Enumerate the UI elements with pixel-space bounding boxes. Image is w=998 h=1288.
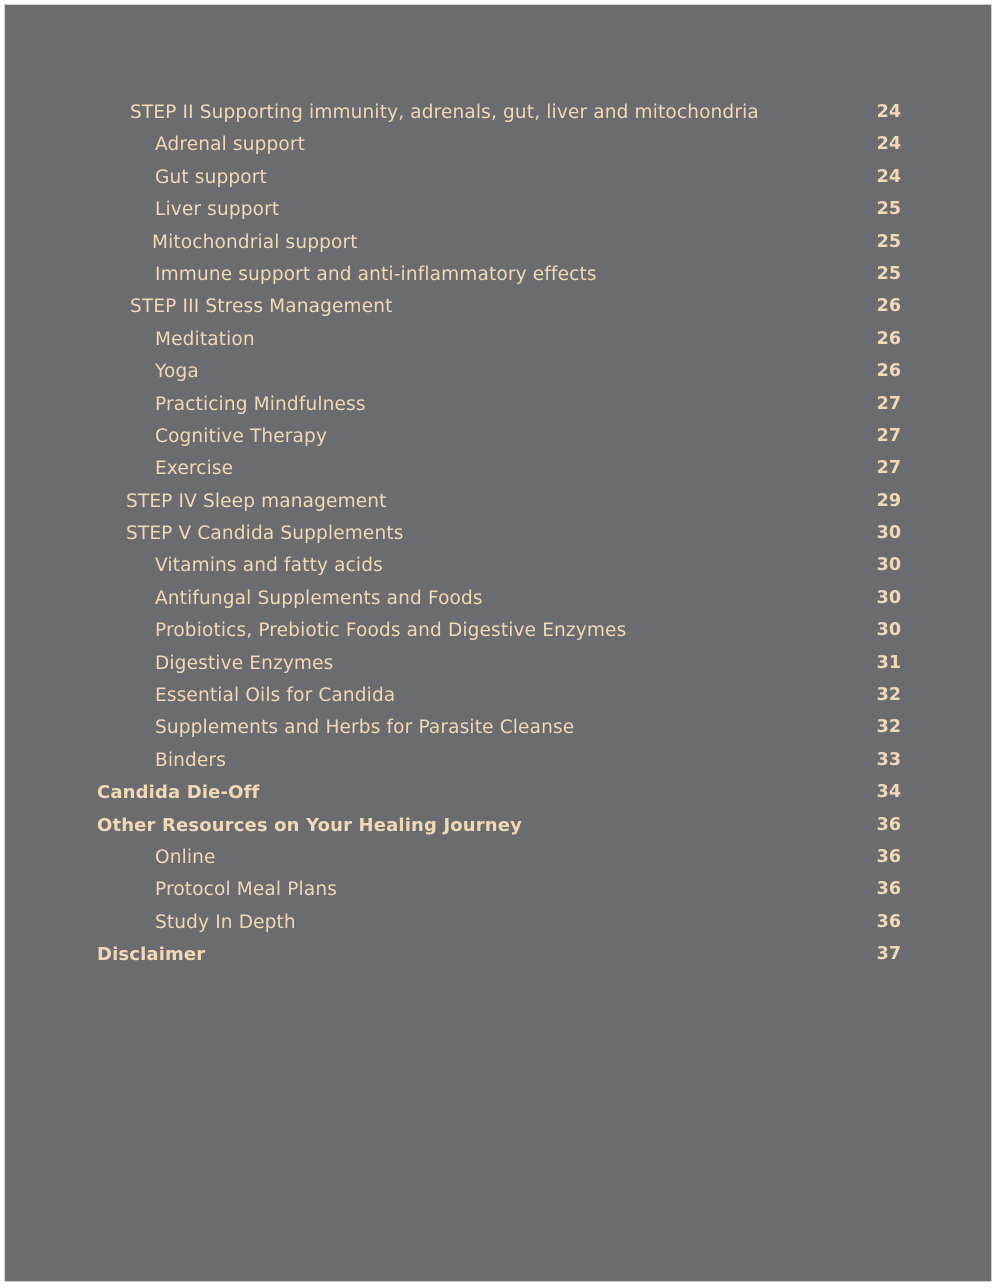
toc-entry-page: 36 [876,814,901,835]
toc-entry-gut-support[interactable] [5,162,993,194]
toc-entry-immune-support[interactable] [5,259,993,291]
toc-entry-page: 33 [876,749,901,770]
toc-entry-page: 37 [876,944,901,965]
toc-entry-cognitive-therapy[interactable] [5,421,993,453]
toc-entry-title: Adrenal support [155,134,306,156]
toc-entry-page: 30 [876,620,901,641]
toc-entry-probiotics[interactable] [5,615,993,647]
toc-entry-title: Binders [155,749,226,771]
toc-entry-page: 27 [876,425,901,446]
toc-entry-yoga[interactable] [5,356,993,388]
toc-entry-title: Probiotics, Prebiotic Foods and Digestive Enzymes [155,620,627,642]
toc-entry-title: STEP V Candida Supplements [126,523,404,545]
toc-entry-mindfulness[interactable] [5,389,993,421]
toc-entry-title: Antifungal Supplements and Foods [155,587,483,609]
table-of-contents [5,97,993,972]
toc-entry-other-resources[interactable] [5,810,993,842]
toc-entry-title: Mitochondrial support [152,231,358,253]
toc-entry-binders[interactable] [5,745,993,777]
document-page [4,4,992,1282]
toc-entry-meditation[interactable] [5,324,993,356]
toc-entry-title: Immune support and anti-inflammatory effects [155,263,597,285]
toc-entry-candida-die-off[interactable] [5,777,993,809]
toc-entry-title: Disclaimer [97,944,206,966]
toc-entry-title: STEP IV Sleep management [126,490,387,512]
toc-entry-disclaimer[interactable] [5,939,993,971]
toc-entry-page: 26 [876,296,901,317]
toc-entry-page: 24 [876,166,901,187]
toc-entry-title: Liver support [155,199,280,221]
toc-entry-parasite-cleanse[interactable] [5,712,993,744]
toc-entry-title: STEP III Stress Management [130,296,393,318]
toc-entry-title: Other Resources on Your Healing Journey [97,814,523,836]
toc-entry-title: Digestive Enzymes [155,652,334,674]
toc-entry-essential-oils[interactable] [5,680,993,712]
toc-entry-title: Gut support [155,166,267,188]
toc-entry-page: 30 [876,523,901,544]
toc-entry-page: 32 [876,685,901,706]
toc-entry-step-5[interactable] [5,518,993,550]
toc-entry-antifungal[interactable] [5,583,993,615]
toc-entry-title: Supplements and Herbs for Parasite Cleanse [155,717,575,739]
toc-entry-page: 27 [876,458,901,479]
toc-entry-page: 25 [876,231,901,252]
toc-entry-title: Essential Oils for Candida [155,685,396,707]
toc-entry-study-in-depth[interactable] [5,907,993,939]
toc-entry-title: Protocol Meal Plans [155,879,337,901]
toc-entry-page: 25 [876,263,901,284]
toc-entry-title: Vitamins and fatty acids [155,555,383,577]
toc-entry-page: 32 [876,717,901,738]
toc-entry-step-4[interactable] [5,486,993,518]
toc-entry-page: 24 [876,134,901,155]
toc-entry-digestive-enzymes[interactable] [5,648,993,680]
toc-entry-page: 36 [876,879,901,900]
toc-entry-page: 34 [876,782,901,803]
toc-entry-title: Exercise [155,458,234,480]
toc-entry-adrenal-support[interactable] [5,129,993,161]
toc-entry-title: Cognitive Therapy [155,425,328,447]
toc-entry-page: 27 [876,393,901,414]
toc-entry-page: 30 [876,555,901,576]
toc-entry-step-2[interactable] [5,97,993,129]
toc-entry-page: 36 [876,911,901,932]
toc-entry-page: 24 [876,102,901,122]
toc-entry-title: Meditation [155,328,255,350]
toc-entry-page: 26 [876,328,901,349]
toc-entry-page: 30 [876,587,901,608]
toc-entry-page: 29 [876,490,901,511]
toc-entry-mitochondrial-support[interactable] [5,227,993,259]
toc-entry-page: 31 [876,652,901,673]
toc-entry-title: Online [155,846,216,868]
toc-entry-vitamins[interactable] [5,550,993,582]
toc-entry-title: Study In Depth [155,911,296,933]
toc-entry-meal-plans[interactable] [5,874,993,906]
toc-entry-liver-support[interactable] [5,194,993,226]
toc-entry-online[interactable] [5,842,993,874]
toc-entry-title: Yoga [155,361,199,383]
toc-entry-page: 36 [876,846,901,867]
toc-entry-title: Practicing Mindfulness [155,393,366,415]
toc-entry-title: STEP II Supporting immunity, adrenals, gut, liver and mitochondria [130,102,759,123]
toc-entry-page: 25 [876,199,901,220]
toc-entry-exercise[interactable] [5,453,993,485]
toc-entry-step-3[interactable] [5,291,993,323]
toc-entry-title: Candida Die-Off [97,782,260,804]
toc-entry-page: 26 [876,361,901,382]
